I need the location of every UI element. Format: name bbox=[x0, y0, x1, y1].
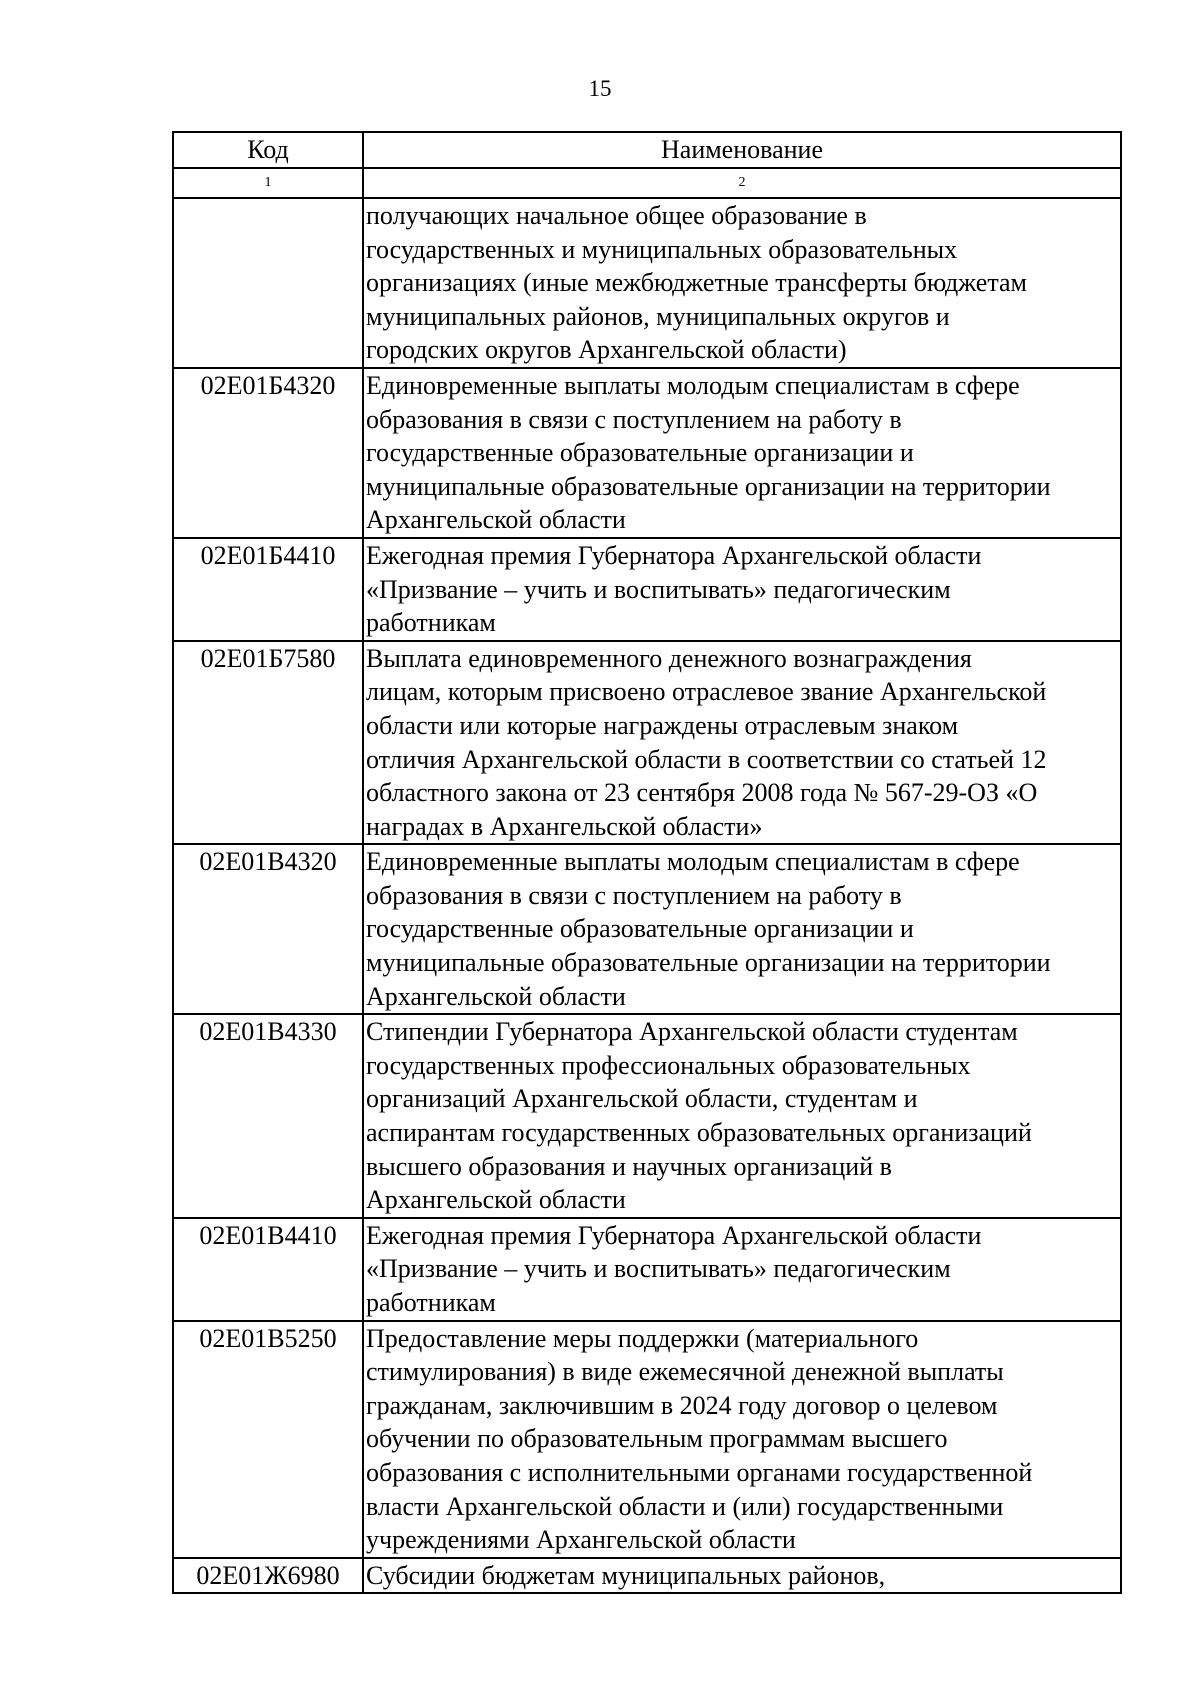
table-row bbox=[173, 368, 1121, 538]
table-row bbox=[173, 198, 1121, 368]
page-number: 15 bbox=[588, 76, 612, 101]
row-code: 02Е01В5250 bbox=[173, 1321, 363, 1558]
column-number-row bbox=[173, 168, 1121, 198]
row-code: 02Е01В4410 bbox=[173, 1218, 363, 1321]
row-name: Субсидии бюджетам муниципальных районов, bbox=[363, 1558, 1121, 1594]
table-row bbox=[173, 1014, 1121, 1218]
column-number-2: 2 bbox=[363, 168, 1121, 198]
row-code: 02Е01Б7580 bbox=[173, 641, 363, 845]
row-name: получающих начальное общее образование в государственных и муниципальных образовательных организациях (иные межбюджетные трансферты бюджетам муниципальных районов, муниципальных округов и городских округов Архангельской области) bbox=[363, 198, 1121, 368]
row-code: 02Е01В4320 bbox=[173, 844, 363, 1014]
table-row bbox=[173, 1558, 1121, 1594]
header-name: Наименование bbox=[363, 132, 1121, 168]
row-code: 02Е01Ж6980 bbox=[173, 1558, 363, 1594]
row-code bbox=[173, 198, 363, 368]
table-row bbox=[173, 1321, 1121, 1558]
table-row bbox=[173, 538, 1121, 641]
row-code: 02Е01Б4320 bbox=[173, 368, 363, 538]
row-code: 02Е01Б4410 bbox=[173, 538, 363, 641]
row-name: Стипендии Губернатора Архангельской области студентам государственных профессиональных образовательных организаций Архангельской области, студентам и аспирантам государственных образовательных организаций высшего образования и научных организаций в Архангельской области bbox=[363, 1014, 1121, 1218]
row-name: Единовременные выплаты молодым специалистам в сфере образования в связи с поступлением на работу в государственные образовательные организации и муниципальные образовательные организации на территории Архангельской области bbox=[363, 844, 1121, 1014]
row-name: Единовременные выплаты молодым специалистам в сфере образования в связи с поступлением на работу в государственные образовательные организации и муниципальные образовательные организации на территории Архангельской области bbox=[363, 368, 1121, 538]
budget-code-table bbox=[172, 131, 1122, 1594]
row-name: Выплата единовременного денежного вознаграждения лицам, которым присвоено отраслевое звание Архангельской области или которые награждены отраслевым знаком отличия Архангельской области в соответствии со статьей 12 областного закона от 23 сентября 2008 года № 567-29-ОЗ «О наградах в Архангельской области» bbox=[363, 641, 1121, 845]
row-code: 02Е01В4330 bbox=[173, 1014, 363, 1218]
table-header-row bbox=[173, 132, 1121, 168]
table-row bbox=[173, 1218, 1121, 1321]
table-row bbox=[173, 641, 1121, 845]
table-row bbox=[173, 844, 1121, 1014]
column-number-1: 1 bbox=[173, 168, 363, 198]
row-name: Ежегодная премия Губернатора Архангельской области «Призвание – учить и воспитывать» педагогическим работникам bbox=[363, 538, 1121, 641]
row-name: Предоставление меры поддержки (материального стимулирования) в виде ежемесячной денежной выплаты гражданам, заключившим в 2024 году договор о целевом обучении по образовательным программам высшего образования с исполнительными органами государственной власти Архангельской области и (или) государственными учреждениями Архангельской области bbox=[363, 1321, 1121, 1558]
row-name: Ежегодная премия Губернатора Архангельской области «Призвание – учить и воспитывать» педагогическим работникам bbox=[363, 1218, 1121, 1321]
header-code: Код bbox=[173, 132, 363, 168]
